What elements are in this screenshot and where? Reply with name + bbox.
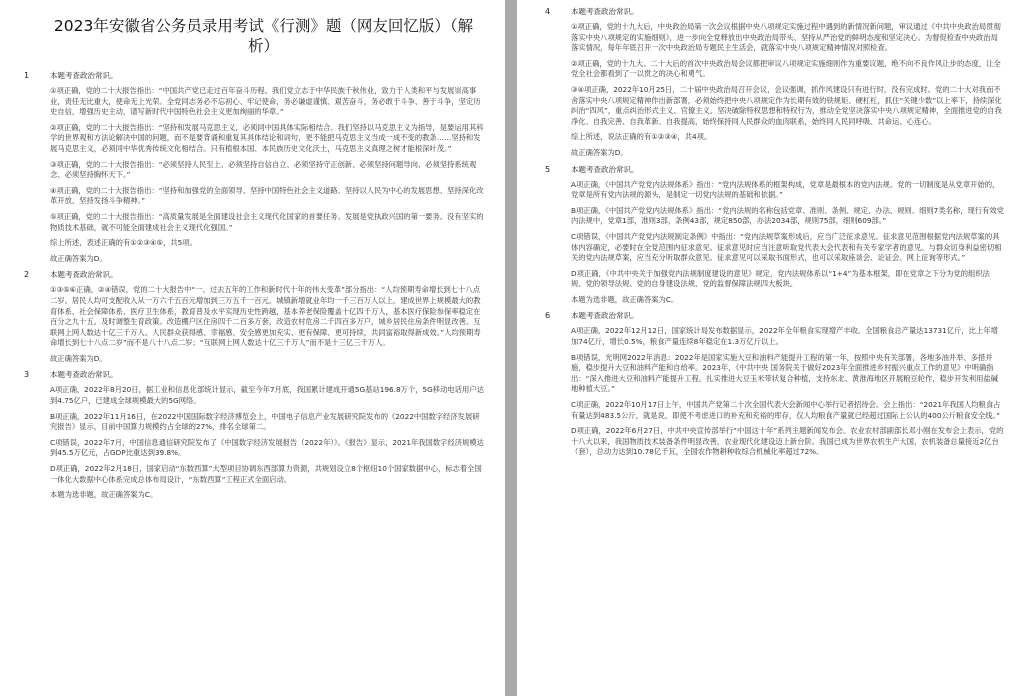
answer-paragraph: C项正确，2022年10月17日上午，中国共产党第二十次全国代表大会新闻中心举行记者招待会。会上指出：“2021年我国人均粮食占有量达到483.5公斤，就是说，即使不考虑进口的补充和充裕的库存，仅人均粮食产量就已经超过国际上公认的400公斤粮食安全线。” xyxy=(571,400,1001,420)
question-3 xyxy=(24,369,485,500)
answer-result: 本题为选非题，故正确答案为C。 xyxy=(50,490,158,500)
answer-summary: 综上所述，表述正确的有①②③④⑤，共5项。 xyxy=(50,238,197,248)
answer-paragraph: ②项正确，党的二十大报告指出：“坚持和发展马克思主义，必须同中国具体实际相结合。我们坚持以马克思主义为指导，是要运用其科学的世界观和方法论解决中国的问题，而不是要背诵和重复其具体结论和词句，更不能把马克思主义当成一成不变的教条……坚持和发展马克思主义，必须同中华优秀传统文化相结合。只有植根本国、本民族历史文化沃土，马克思主义真理之树才能根深叶茂。” xyxy=(50,122,484,153)
answer-paragraph: ④项正确，党的二十大报告指出：“坚持和加强党的全面领导、坚持中国特色社会主义道路、坚持以人民为中心的发展思想、坚持深化改革开放、坚持发扬斗争精神。” xyxy=(50,185,484,206)
answer-paragraph: D项正确，2022年2月18日，国家启动“东数西算”大型项目协调东西部算力资源，共规划设立8个枢纽10个国家数据中心，标志着全国一体化大数据中心体系完成总体布局设计，“东数西算”工程正式全面启动。 xyxy=(50,464,482,484)
answer-paragraph: A项正确，2022年8月20日，据工业和信息化部统计显示，截至今年7月底，我国累计建成开通5G基站196.8万个，5G移动电话用户达到4.75亿户，已建成全球规模最大的5G网络。 xyxy=(50,385,484,406)
question-heading: 本题考查政治常识。 xyxy=(50,370,118,380)
question-heading: 本题考查政治常识。 xyxy=(571,7,639,16)
document-page-left xyxy=(0,0,505,696)
question-number: 6 xyxy=(545,311,551,321)
answer-paragraph: C项错误，2022年7月，中国信息通信研究院发布了《中国数字经济发展报告（2022年）》。《报告》显示，2021年我国数字经济规模达到45.5万亿元，占GDP比重达到39.8%。 xyxy=(50,437,484,458)
question-number: 1 xyxy=(24,71,30,80)
answer-paragraph: A项正确，《中国共产党党内法规体系》指出：“党内法规体系的框架构成，党章是最根本的党内法规。党的一切制度是从党章开始的，党章是所有党内法规的源头，是制定一切党内法规的基础和依据。” xyxy=(571,179,1000,200)
answer-paragraph: ⑤项正确，党的二十大报告指出：“高质量发展是全面建设社会主义现代化国家的首要任务。发展是党执政兴国的第一要务。没有坚实的物质技术基础，就不可能全面建成社会主义现代化强国。” xyxy=(50,211,484,232)
question-4 xyxy=(545,6,1004,159)
question-heading: 本题考查政治常识。 xyxy=(50,270,118,280)
answer-paragraph: B项错误，光明网2022年消息：2022年是国家实施大豆和油料产能提升工程的第一年，按照中央有关部署，各地多油并举、多措并施，稳步提升大豆和油料产能和自给率。2023年，《中共中央 国务院关于做好2023年全面推进乡村振兴重点工作的意见》中明确指出：“深入推进大豆和油料产能提升工程。扎实推进大豆玉米带状复合种植，支持东北、黄淮海地区开展粮豆轮作，稳步开发利用盐碱地种植大豆。” xyxy=(571,352,998,394)
document-page-right xyxy=(517,0,1024,696)
question-number: 3 xyxy=(24,370,30,380)
answer-paragraph: ①项正确，党的二十大报告指出：“中国共产党已走过百年奋斗历程。我们党立志于中华民族千秋伟业，致力于人类和平与发展崇高事业，责任无比重大，使命无上光荣。全党同志务必不忘初心、牢记使命，务必谦虚谨慎、艰苦奋斗，务必敢于斗争、善于斗争，坚定历史自信，增强历史主动，谱写新时代中国特色社会主义更加绚丽的华章。” xyxy=(50,86,481,117)
answer-result: 故正确答案为D。 xyxy=(571,147,628,157)
answer-paragraph: ③项正确，党的二十大报告指出：“必须坚持人民至上、必须坚持自信自立、必须坚持守正创新、必须坚持问题导向、必须坚持系统观念、必须坚持胸怀天下。” xyxy=(50,159,477,180)
answer-paragraph: ②项正确，党的十九大、二十大后的首次中央政治局会议都把审议八项规定实施细则作为重要议题，绝不向不良作风让步的态度，让全党全社会都看到了一以贯之的决心和勇气。 xyxy=(571,58,1001,79)
answer-result: 故正确答案为D。 xyxy=(50,353,107,363)
question-heading: 本题考查政治常识。 xyxy=(571,311,639,321)
answer-paragraph: ①项正确，党的十九大后，中央政治局第一次会议根据中央八项规定实施过程中遇到的新情况新问题，审议通过《中共中央政治局贯彻落实中央八项规定的实施细则》，进一步向全党释放出中央政治局带头、坚持从严治党的鲜明态度和坚定决心。为督促检查中央政治局落实情况，每年年底召开一次中央政治局专题民主生活会，就落实中央八项规定精神情况对照检查。 xyxy=(571,22,1001,53)
question-number: 4 xyxy=(545,7,551,16)
question-heading: 本题考查政治常识。 xyxy=(571,164,639,174)
answer-paragraph: B项正确，《中国共产党党内法规体系》指出：“党内法规的名称包括党章、准则、条例、规定、办法、规则、细则7类名称，现行有效党内法规中，党章1部，准则3部，条例43部，规定850部，办法2034部，规则75部，细则609部。” xyxy=(571,205,1004,226)
question-1 xyxy=(24,70,485,264)
question-5 xyxy=(545,164,1004,306)
question-heading: 本题考查政治常识。 xyxy=(50,71,118,80)
question-number: 2 xyxy=(24,270,30,280)
answer-paragraph: D项正确，2022年6月27日，中共中央宣传部举行“中国这十年”系列主题新闻发布会。农业农村部副部长邓小刚在发布会上表示，党的十八大以来，我国物质技术装备条件明显改善，农业现代化建设迈上新台阶。我国已成为世界农机生产大国，农机装备总量接近2亿台（套），总动力达到10.78亿千瓦，全国农作物耕种收综合机械化率超过72%。 xyxy=(571,426,1004,457)
answer-summary: 综上所述，说法正确的有①②③④，共4项。 xyxy=(571,132,712,142)
question-6 xyxy=(545,310,1004,458)
question-number: 5 xyxy=(545,164,551,174)
answer-paragraph: D项正确，《中共中央关于加强党内法规制度建设的意见》规定，党内法规体系以“1+4”为基本框架，即在党章之下分为党的组织法规、党的领导法规、党的自身建设法规、党的监督保障法规四大板块。 xyxy=(571,268,990,289)
answer-result: 故正确答案为D。 xyxy=(50,253,107,263)
answer-paragraph: ①③⑤⑥正确，②④错误，党的二十大报告中“一、过去五年的工作和新时代十年的伟大变革”部分指出：“人均预期寿命增长到七十八点二岁。居民人均可支配收入从一万六千五百元增加到三万五千一百元。城镇新增就业年均一千三百万人以上。建成世界上规模最大的教育体系、社会保障体系、医疗卫生体系，教育普及水平实现历史性跨越，基本养老保险覆盖十亿四千万人，基本医疗保险参保率稳定在百分之九十五。及时调整生育政策。改造棚户区住房四千二百多万套，改造农村危房二千四百多万户，城乡居民住房条件明显改善。互联网上网人数达十亿三千万人。人民群众获得感、幸福感、安全感更加充实、更有保障、更可持续，共同富裕取得新成效。”人均预期寿命增长到七十八点二岁”而不是八十八点二岁；“互联网上网人数达十亿三千万人”而不是十三亿三千万人。 xyxy=(50,285,481,348)
answer-result: 本题为选非题，故正确答案为C。 xyxy=(571,294,679,304)
answer-paragraph: A项正确，2022年12月12日，国家统计局发布数据显示，2022年全年粮食实现增产丰收。全国粮食总产量达13731亿斤，比上年增加74亿斤，增长0.5%，粮食产量连续8年稳定在1.3万亿斤以上。 xyxy=(571,326,998,347)
question-2 xyxy=(24,269,485,364)
answer-paragraph: B项正确，2022年11月16日，在2022中国国际数字经济博览会上，中国电子信息产业发展研究院发布的《2022中国数字经济发展研究报告》显示，目前中国算力规模约占全球的27%，排名全球第二。 xyxy=(50,411,480,432)
answer-paragraph: ③④项正确，2022年10月25日，二十届中央政治局召开会议，会议强调，抓作风建设只有进行时，没有完成时。党的二十大对我而不舍落实中央八项规定精神作出新部署，必须始终把中央八项规定作为长期有效的铁规矩、硬杠杠，抓住“关键少数”以上率下，持续深化纠治“四风”，重点纠治形式主义、官僚主义，坚决破除特权思想和特权行为，推动全党坚决落实中央八项规定精神，全面推进党的自我净化、自我完善、自我革新、自我提高，始终保持同人民群众的血肉联系，始终同人民同呼吸、共命运、心连心。 xyxy=(571,84,1002,126)
answer-paragraph: C项错误，《中国共产党党内法规制定条例》中指出：“党内法规草案形成后，应当广泛征求意见。征求意见范围根据党内法规草案的具体内容确定，必要时在全党范围内征求意见。征求意见时应当注意听取党代表大会代表和有关专家学者的意见。与群众切身利益密切相关的党内法规草案，应当充分听取群众意见。征求意见可以采取书面形式，也可以采取座谈会、论证会、网上征询等形式。” xyxy=(571,231,1002,263)
document-title: 2023年安徽省公务员录用考试《行测》题（网友回忆版）（解析） xyxy=(53,17,474,55)
